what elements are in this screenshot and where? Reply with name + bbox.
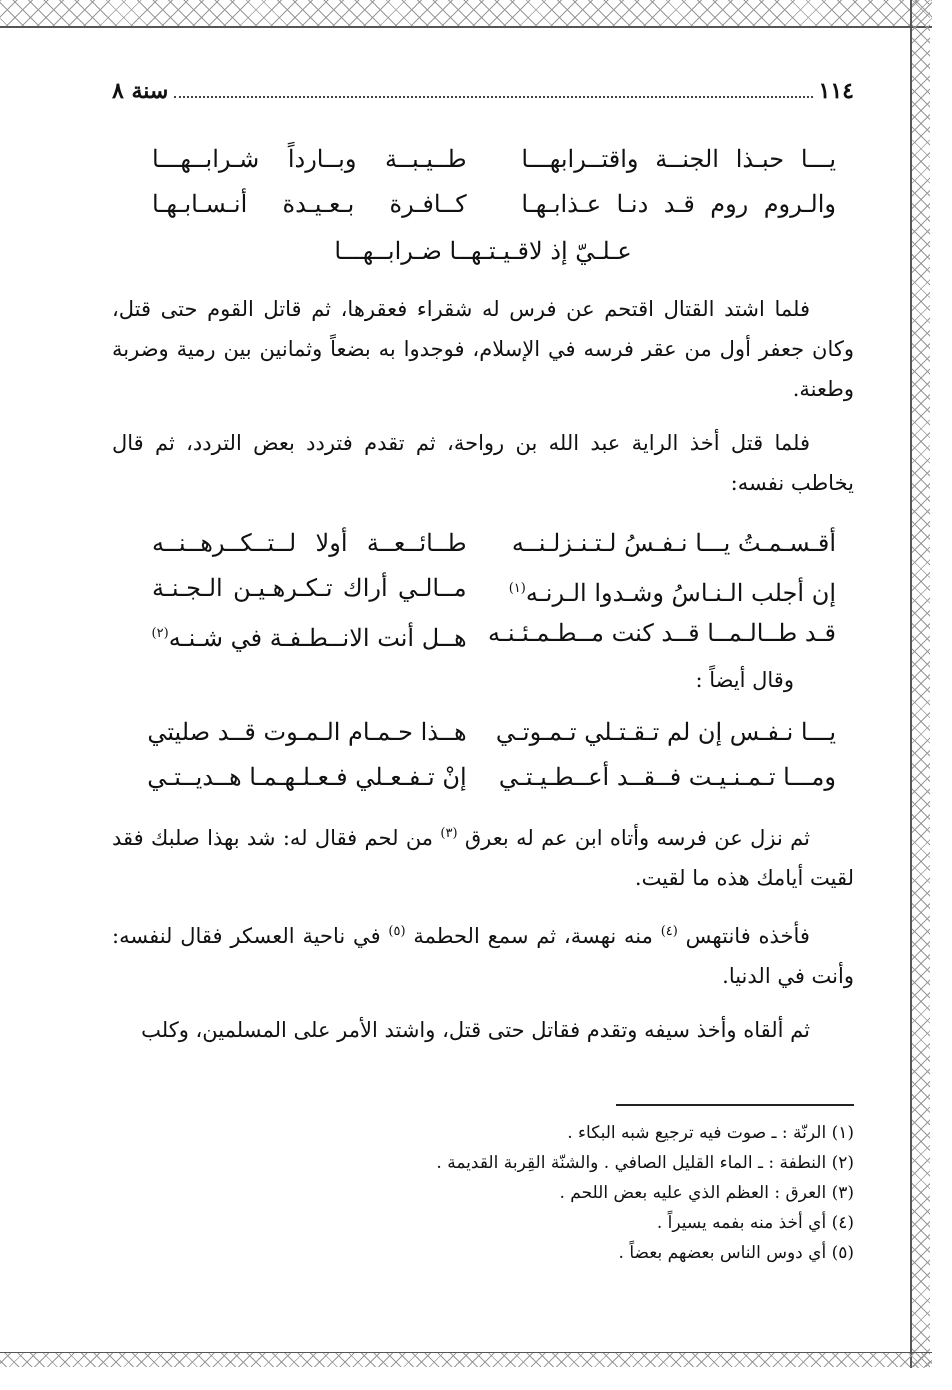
hemistich-right: يـــا حبـذا الجنــة واقتــرابهـــا [521, 145, 836, 173]
poem-1 [112, 137, 854, 275]
hemistich-right: ومـــا تـمـنـيـت فــقــد أعــطـيـتـي [498, 763, 836, 791]
hemistich-left: إنْ تـفـعـلي فـعـلـهـمـا هــديــتـي [147, 763, 467, 791]
hemistich-left: كــافـرة بـعـيـدة أنـسـابـهـا [152, 190, 467, 218]
paragraph-5 [112, 1010, 854, 1050]
footnote: (٤) أي أخذ منه بفمه يسيراً . [656, 1213, 854, 1233]
hemistich-right [508, 566, 836, 611]
verse [112, 755, 854, 800]
hemistich-left: هــذا حـمـام الـمـوت قــد صليتي [147, 718, 467, 746]
hemistich-right: قـد طــالـمــا قــد كنت مــطـمـئـنـه [487, 619, 836, 647]
hemistich-right: والـروم روم قـد دنـا عـذابـهـا [521, 190, 836, 218]
said-also-line: وقال أيضاً : [695, 668, 794, 692]
paragraph-text: فلما قتل أخذ الراية عبد الله بن رواحة، ثم تقدم فتردد بعض التردد، ثم قال يخاطب نفسه: [112, 431, 854, 495]
hemistich-text: إن أجلب الـنـاسُ وشـدوا الـرنـه [525, 579, 836, 607]
poem-2 [112, 521, 854, 656]
paragraph-text: ثم ألقاه وأخذ سيفه وتقدم فقاتل حتى قتل، واشتد الأمر على المسلمين، وكلب [141, 1018, 810, 1042]
footnote-separator [616, 1104, 854, 1106]
verse [112, 182, 854, 227]
hemistich-left: مــالـي أراك تـكـرهـيـن الـجـنـة [152, 574, 467, 602]
hemistich-text: هــل أنت الانــطـفـة في شـنـه [168, 624, 467, 652]
footnote-ref: (١) [508, 581, 526, 596]
footnotes [112, 1118, 854, 1268]
footnote: (٢) النطفة : ـ الماء القليل الصافي . والشنّة القِربة القديمة . [436, 1153, 854, 1173]
decorative-border-right [910, 0, 930, 1368]
paragraph-text: فأخذه فانتهس [685, 924, 810, 948]
decorative-border-bottom [0, 1352, 932, 1367]
paragraph-text: من لحم فقال له: شد بهذا صلبك فقد لقيت أيامك هذه ما لقيت. [112, 826, 854, 890]
verse [112, 566, 854, 611]
paragraph-text: منه نهسة، ثم سمع الحطمة [413, 924, 653, 948]
paragraph-3 [112, 814, 854, 898]
page-number: ١١٤ [818, 78, 854, 104]
verse [112, 521, 854, 566]
paragraph-2 [112, 423, 854, 503]
hemistich-right: يـــا نـفـس إن لم تـقـتـلي تـمـوتـي [495, 718, 836, 746]
footnote-ref: (٥) [388, 924, 406, 939]
decorative-border-top [0, 0, 932, 28]
footnote-ref: (٣) [440, 826, 458, 841]
verse [112, 611, 854, 656]
verse [112, 137, 854, 182]
paragraph-text: فلما اشتد القتال اقتحم عن فرس له شقراء فعقرها، ثم قاتل القوم حتى قتل، وكان جعفر أول من عقر فرسه في الإسلام، فوجدوا به بضعاً وثمانين بين رمية وضربة وطعنة. [112, 297, 854, 401]
page-content [112, 78, 854, 1268]
poem-3 [112, 710, 854, 800]
paragraph-4 [112, 912, 854, 996]
paragraph-text: في ناحية العسكر فقال لنفسه: وأنت في الدنيا. [112, 924, 854, 988]
footnote-ref: (٢) [151, 626, 169, 641]
verse [112, 710, 854, 755]
section-title: سنة ٨ [112, 78, 169, 104]
hemistich-left [152, 611, 467, 656]
footnote: (١) الرنّة : ـ صوت فيه ترجيع شبه البكاء . [567, 1123, 854, 1143]
footnote: (٣) العرق : العظم الذي عليه بعض اللحم . [559, 1183, 854, 1203]
header-dotted-leader [174, 96, 812, 98]
footnote-ref: (٤) [660, 924, 678, 939]
hemistich-left: طــيـبــة وبــارداً شـرابــهـــا [152, 145, 467, 173]
running-header [112, 78, 854, 119]
verse-single: عـلـيّ إذ لاقـيـتـهــا ضـرابــهـــا [334, 237, 632, 265]
hemistich-left: طــائــعــة أولا لــتــكــرهــنــه [152, 529, 467, 557]
paragraph-1 [112, 289, 854, 409]
paragraph-text: ثم نزل عن فرسه وأتاه ابن عم له بعرق [464, 826, 810, 850]
footnote: (٥) أي دوس الناس بعضهم بعضاً . [618, 1243, 854, 1263]
hemistich-right: أقـسـمـتُ يـــا نـفـسُ لـتـنـزلـنــه [511, 529, 836, 557]
